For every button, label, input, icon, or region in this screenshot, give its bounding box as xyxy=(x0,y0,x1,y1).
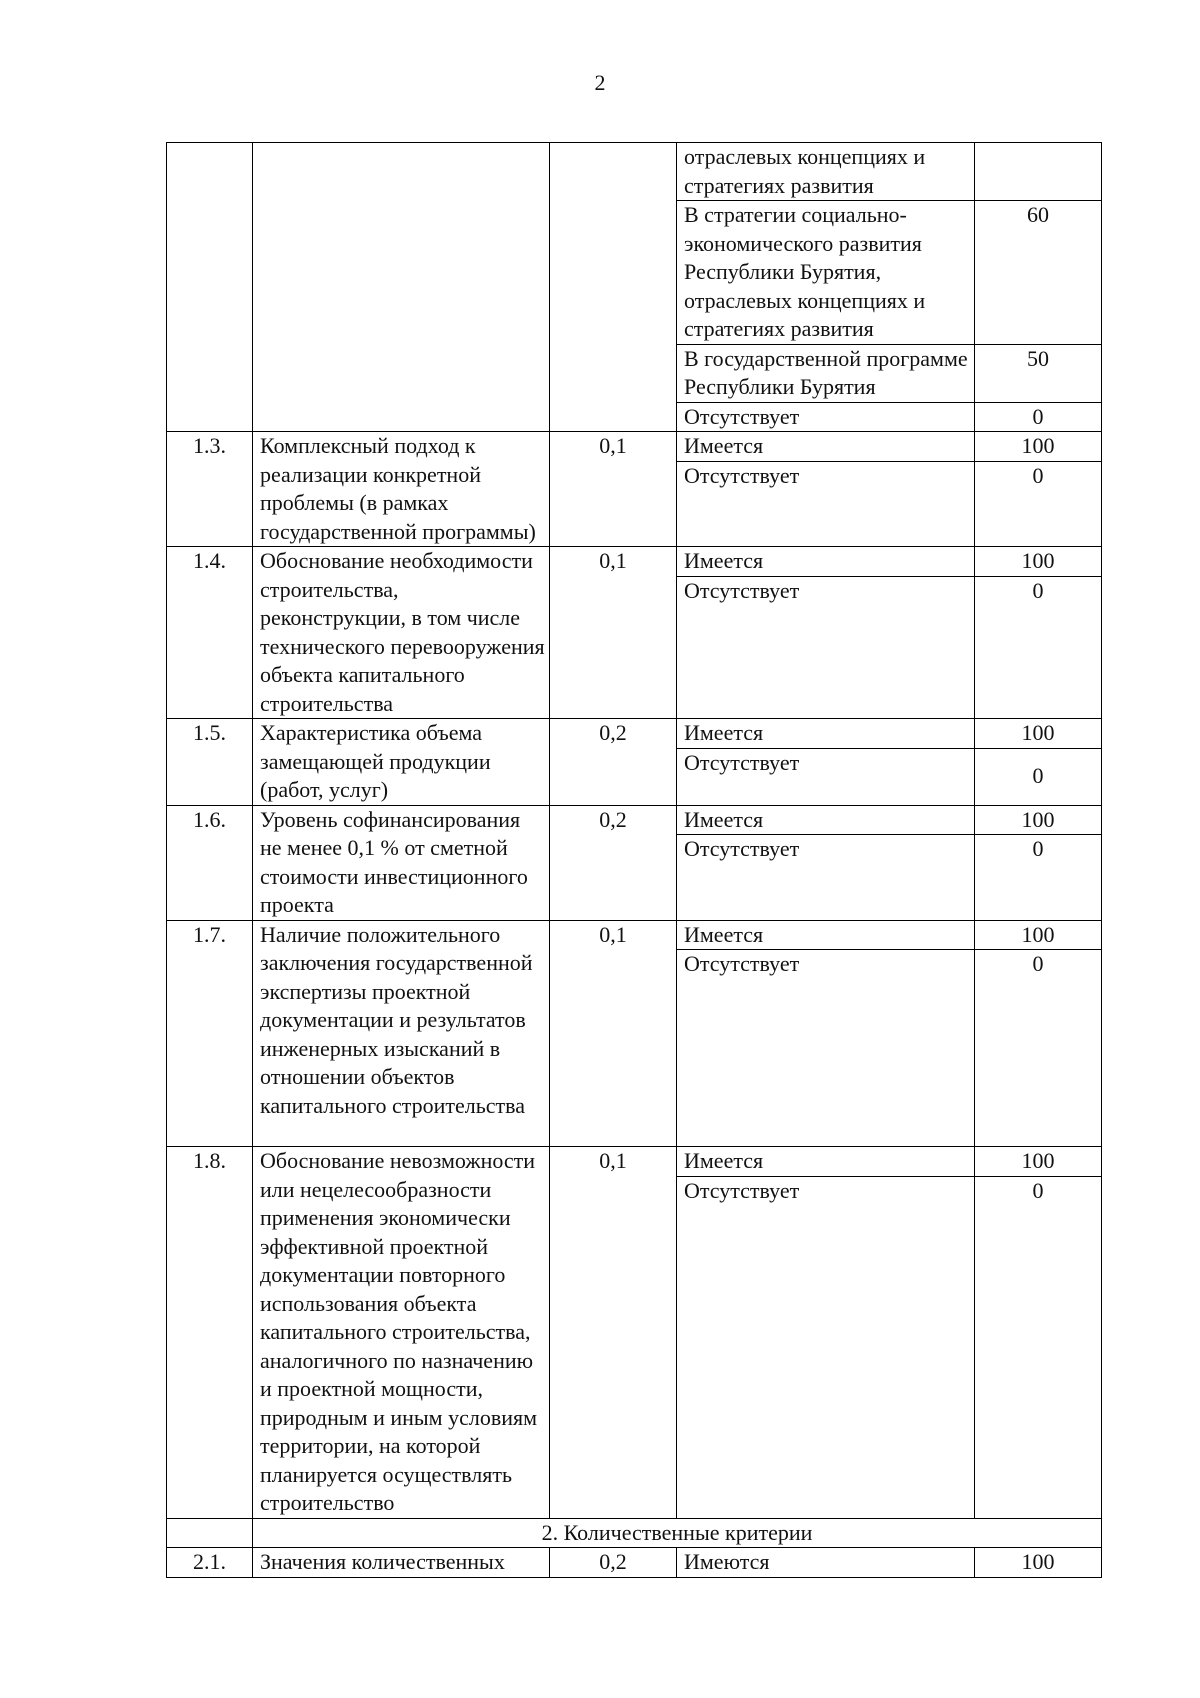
option-label: Имеется xyxy=(677,1147,975,1177)
criterion-name: Характеристика объема замещающей продукции (работ, услуг) xyxy=(253,719,550,806)
carryover-value: В стратегии социально-экономического развития Республики Бурятия, отраслевых концепциях и стратегиях развития xyxy=(677,201,975,345)
option-score: 100 xyxy=(975,1147,1102,1177)
criterion-weight: 0,2 xyxy=(550,1548,677,1578)
option-label: Имеются xyxy=(677,1548,975,1578)
criterion-weight: 0,1 xyxy=(550,432,677,547)
option-label: Отсутствует xyxy=(677,1176,975,1518)
page-number: 2 xyxy=(594,70,606,95)
option-score: 100 xyxy=(975,719,1102,749)
option-score: 0 xyxy=(975,461,1102,546)
option-label: Имеется xyxy=(677,920,975,950)
criterion-weight: 0,2 xyxy=(550,719,677,806)
option-score: 0 xyxy=(975,748,1102,805)
option-label: Имеется xyxy=(677,719,975,749)
carryover-name-cell xyxy=(253,143,550,432)
criteria-table xyxy=(166,142,1102,1578)
carryover-value: отраслевых концепциях и стратегиях развития xyxy=(677,143,975,201)
criterion-number: 1.8. xyxy=(167,1147,253,1519)
criterion-name: Обоснование необходимости строительства, реконструкции, в том числе технического перевооружения объекта капитального строительства xyxy=(253,547,550,719)
option-label: Отсутствует xyxy=(677,576,975,718)
criterion-row xyxy=(167,805,1102,835)
option-label: Отсутствует xyxy=(677,950,975,1147)
option-score: 0 xyxy=(975,1176,1102,1518)
criterion-name: Наличие положительного заключения государственной экспертизы проектной документации и результатов инженерных изысканий в отношении объектов капитального строительства xyxy=(253,920,550,1147)
carryover-num-cell xyxy=(167,143,253,432)
carryover-score: 60 xyxy=(975,201,1102,345)
option-label: Имеется xyxy=(677,432,975,462)
carryover-score xyxy=(975,143,1102,201)
criterion-row xyxy=(167,1147,1102,1177)
carryover-score: 50 xyxy=(975,344,1102,402)
option-label: Отсутствует xyxy=(677,461,975,546)
criterion-number: 2.1. xyxy=(167,1548,253,1578)
criterion-number: 1.3. xyxy=(167,432,253,547)
criterion-weight: 0,1 xyxy=(550,920,677,1147)
criterion-weight: 0,1 xyxy=(550,1147,677,1519)
criterion-number: 1.4. xyxy=(167,547,253,719)
section-title: 2. Количественные критерии xyxy=(253,1518,1102,1548)
carryover-weight-cell xyxy=(550,143,677,432)
criterion-row xyxy=(167,920,1102,950)
carryover-row xyxy=(167,143,1102,201)
criterion-row xyxy=(167,432,1102,462)
criterion-row xyxy=(167,547,1102,577)
option-score: 100 xyxy=(975,547,1102,577)
option-score: 100 xyxy=(975,805,1102,835)
criterion-name: Значения количественных xyxy=(253,1548,550,1578)
carryover-score: 0 xyxy=(975,402,1102,432)
criterion-row xyxy=(167,1548,1102,1578)
criterion-weight: 0,1 xyxy=(550,547,677,719)
option-label: Имеется xyxy=(677,805,975,835)
criterion-number: 1.6. xyxy=(167,805,253,920)
criterion-number: 1.5. xyxy=(167,719,253,806)
criterion-name: Обоснование невозможности или нецелесообразности применения экономически эффективной проектной документации повторного использования объекта капитального строительства, аналогичного по назначению и проектной мощности, природным и иным условиям территории, на которой планируется осуществлять строительство xyxy=(253,1147,550,1519)
option-label: Отсутствует xyxy=(677,835,975,920)
option-score: 0 xyxy=(975,950,1102,1147)
section-header-row xyxy=(167,1518,1102,1548)
option-score: 0 xyxy=(975,835,1102,920)
option-label: Имеется xyxy=(677,547,975,577)
criterion-name: Комплексный подход к реализации конкретной проблемы (в рамках государственной программы) xyxy=(253,432,550,547)
criterion-name: Уровень софинансирования не менее 0,1 % от сметной стоимости инвестиционного проекта xyxy=(253,805,550,920)
option-score: 100 xyxy=(975,432,1102,462)
carryover-value: В государственной программе Республики Бурятия xyxy=(677,344,975,402)
section-number-cell xyxy=(167,1518,253,1548)
option-label: Отсутствует xyxy=(677,748,975,805)
option-score: 100 xyxy=(975,920,1102,950)
criterion-weight: 0,2 xyxy=(550,805,677,920)
carryover-value: Отсутствует xyxy=(677,402,975,432)
option-score: 100 xyxy=(975,1548,1102,1578)
option-score: 0 xyxy=(975,576,1102,718)
criterion-number: 1.7. xyxy=(167,920,253,1147)
criterion-row xyxy=(167,719,1102,749)
